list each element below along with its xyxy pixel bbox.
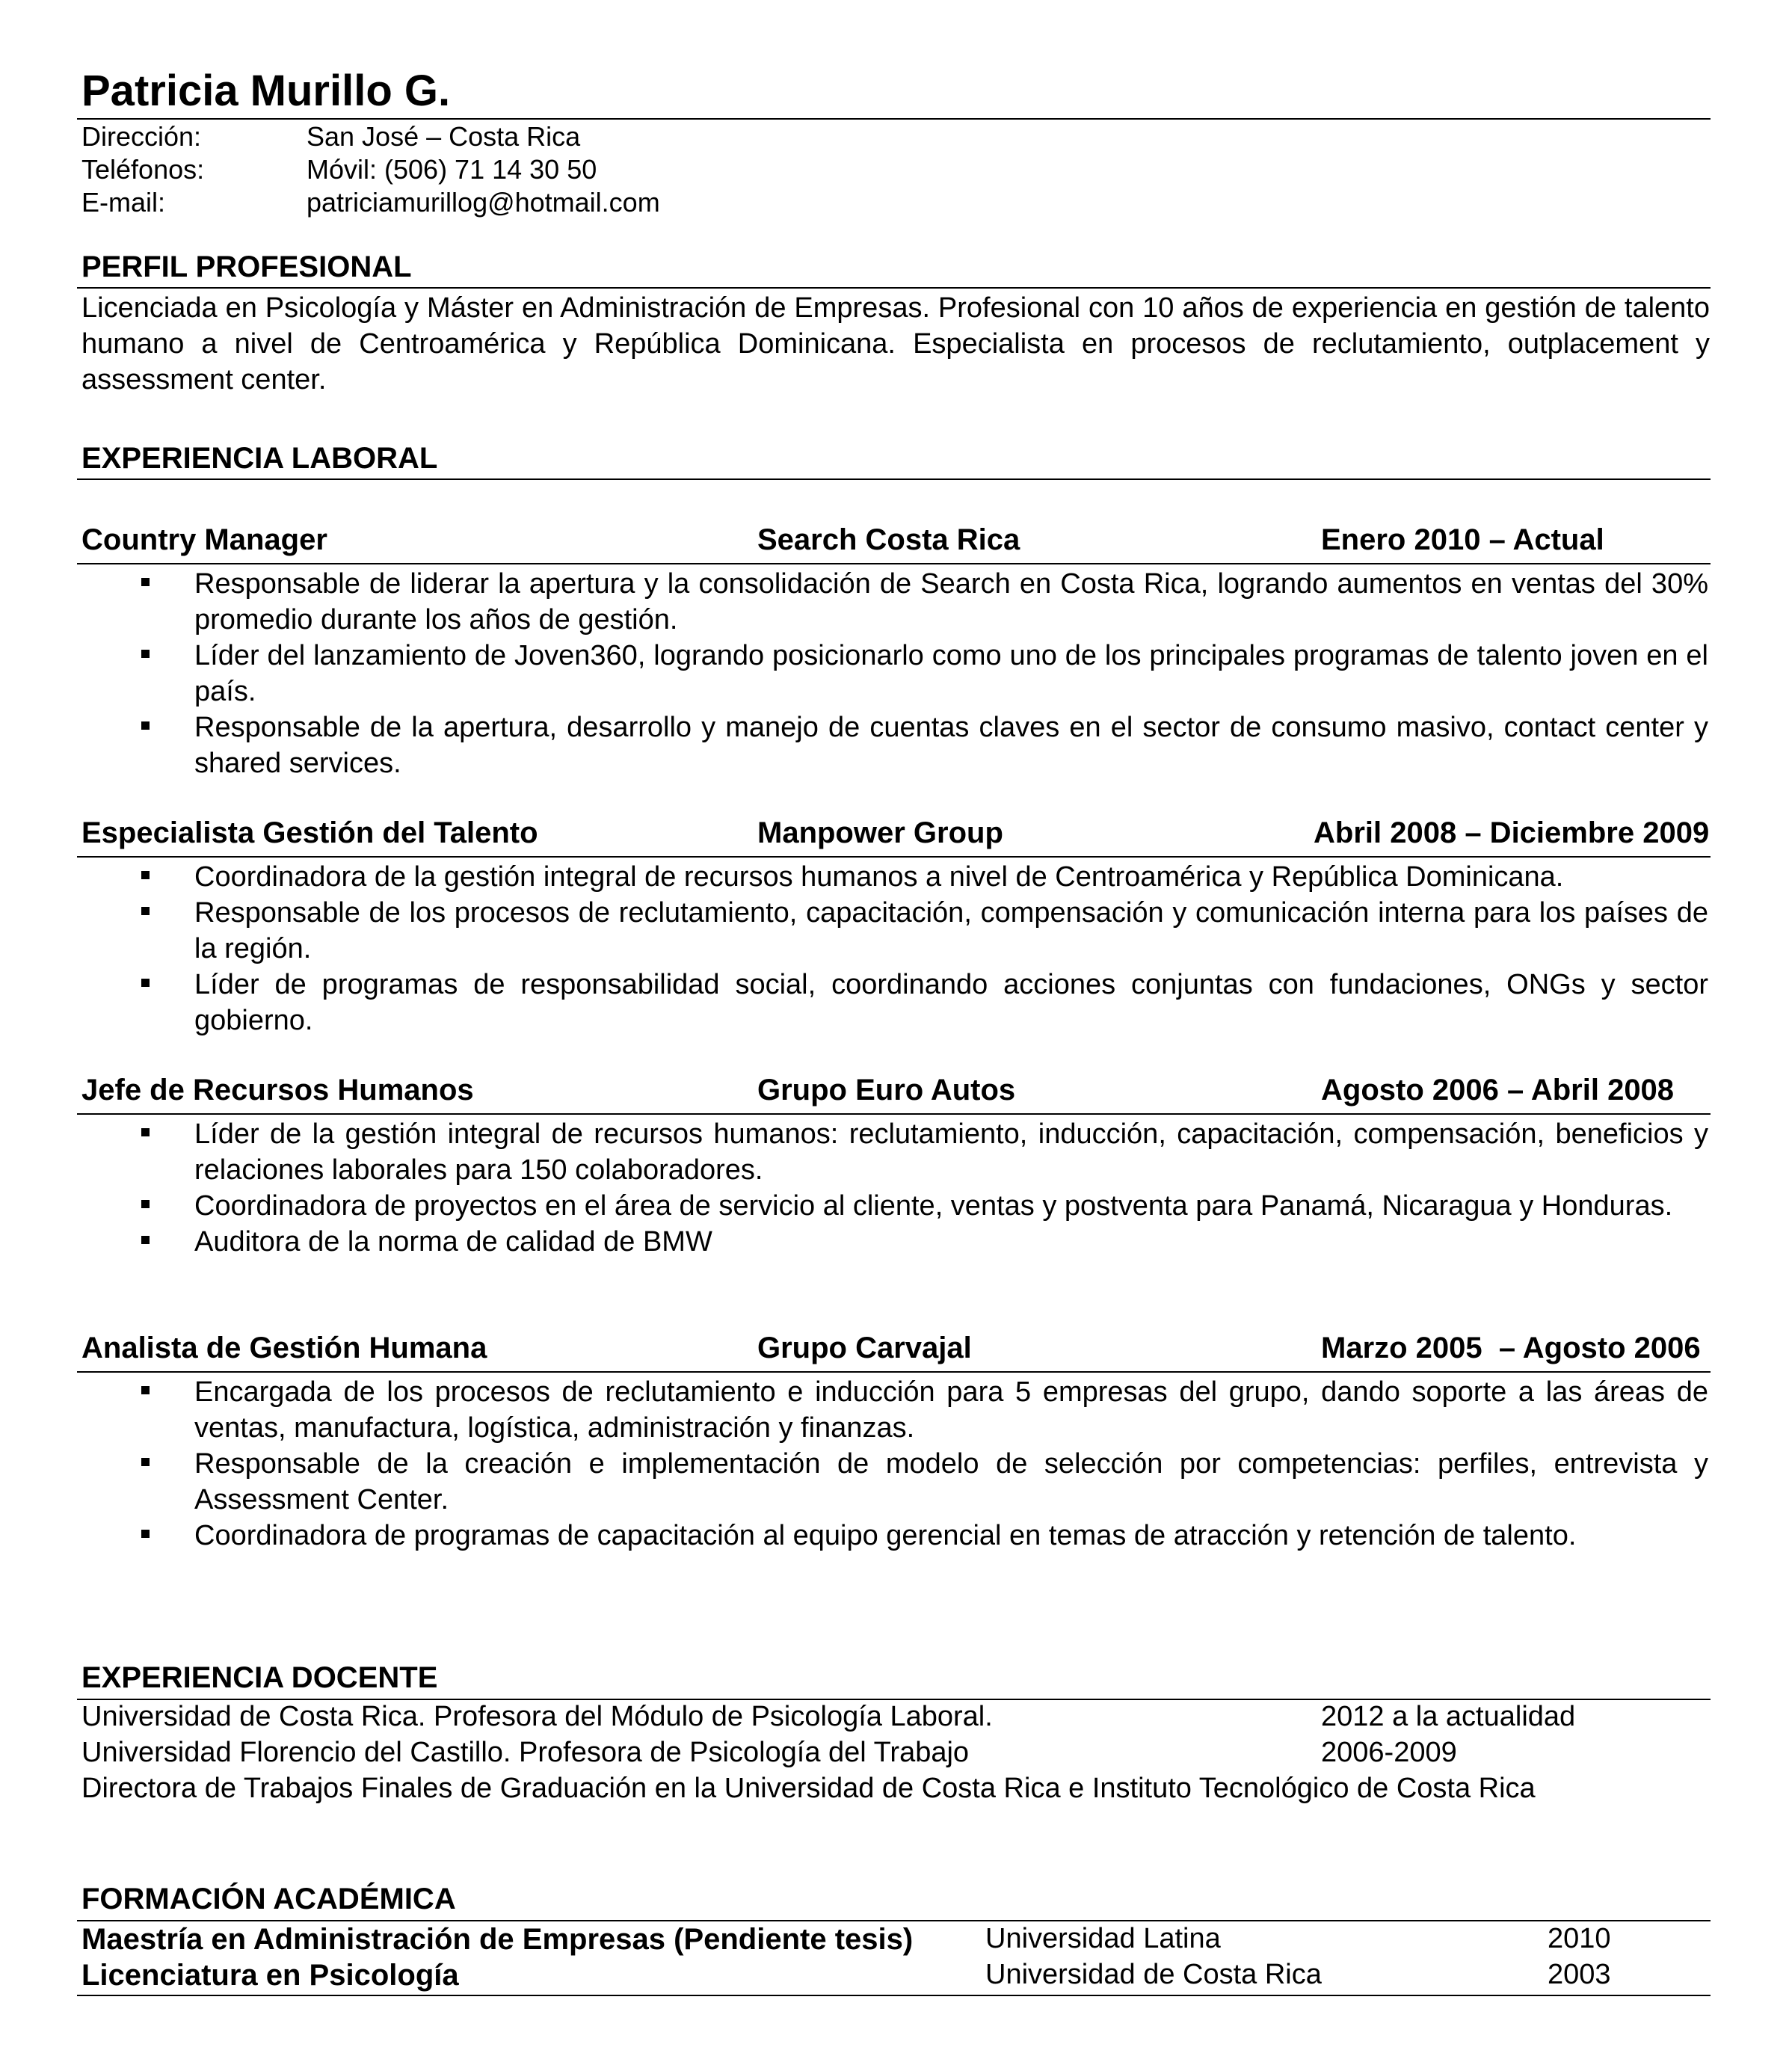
bullet-icon [141,1530,150,1538]
address-label: Dirección: [81,121,202,152]
job-bullets [138,859,1708,1038]
list-item [138,1374,1708,1446]
education-bottom-rule [77,1995,1711,1996]
job-rule [77,1371,1711,1373]
bullet-icon [141,650,150,658]
job-bullets [138,1374,1708,1554]
job-bullets [138,566,1708,781]
list-item [138,710,1708,781]
list-item [138,1446,1708,1518]
bullet-text: Encargada de los procesos de reclutamiento e inducción para 5 empresas del grupo, dando soporte a las áreas de ventas, manufactura, logística, administración y finanzas. [194,1376,1708,1444]
education-heading: FORMACIÓN ACADÉMICA [81,1883,456,1915]
bullet-text: Responsable de la creación e implementación de modelo de selección por competencias: perfiles, entrevista y Assessment Center. [194,1448,1708,1515]
list-item [138,895,1708,967]
experience-rule [77,478,1711,480]
bullet-icon [141,1458,150,1466]
job-rule [77,1113,1711,1115]
bullet-text: Auditora de la norma de calidad de BMW [194,1226,712,1258]
experience-heading: EXPERIENCIA LABORAL [81,442,438,475]
list-item [138,1188,1708,1224]
teaching-text: Universidad Florencio del Castillo. Profesora de Psicología del Trabajo [81,1737,970,1768]
profile-text: Licenciada en Psicología y Máster en Administración de Empresas. Profesional con 10 años de experiencia en gestión de talento humano a nivel de Centroamérica y República Dominicana. Especialista en procesos de reclutamiento, outplacement y assessment center. [81,292,1710,396]
bullet-icon [141,1128,150,1136]
job-title: Especialista Gestión del Talento [81,816,538,849]
job-period: Abril 2008 – Diciembre 2009 [1314,816,1710,849]
job-rule [77,563,1711,564]
job-title: Analista de Gestión Humana [81,1332,487,1364]
education-year: 2003 [1548,1959,1611,1990]
address-value: San José – Costa Rica [307,121,581,152]
education-degree: Maestría en Administración de Empresas (Pendiente tesis) [81,1923,914,1956]
bullet-text: Responsable de los procesos de reclutamiento, capacitación, compensación y comunicación interna para los países de la región. [194,897,1708,964]
list-item [138,1518,1708,1554]
bullet-icon [141,1386,150,1394]
bullet-text: Coordinadora de la gestión integral de recursos humanos a nivel de Centroamérica y República Dominicana. [194,861,1564,893]
bullet-icon [141,979,150,987]
bullet-text: Responsable de la apertura, desarrollo y manejo de cuentas claves en el sector de consumo masivo, contact center y shared services. [194,712,1708,779]
job-rule [77,856,1711,858]
bullet-icon [141,1236,150,1244]
bullet-text: Coordinadora de proyectos en el área de servicio al cliente, ventas y postventa para Panamá, Nicaragua y Honduras. [194,1190,1673,1222]
phone-label: Teléfonos: [81,154,205,185]
list-item [138,566,1708,638]
job-bullets [138,1116,1708,1260]
bullet-icon [141,1200,150,1208]
job-title: Country Manager [81,523,327,556]
education-degree: Licenciatura en Psicología [81,1959,459,1992]
bullet-text: Líder de programas de responsabilidad social, coordinando acciones conjuntas con fundaciones, ONGs y sector gobierno. [194,969,1708,1036]
education-rule [77,1920,1711,1921]
teaching-note: Directora de Trabajos Finales de Graduación en la Universidad de Costa Rica e Instituto Tecnológico de Costa Rica [81,1773,1536,1804]
job-title: Jefe de Recursos Humanos [81,1074,474,1107]
bullet-icon [141,578,150,586]
job-period: Agosto 2006 – Abril 2008 [1321,1074,1675,1107]
teaching-period: 2006-2009 [1321,1737,1457,1768]
list-item [138,1116,1708,1188]
list-item [138,1224,1708,1260]
education-institution: Universidad Latina [985,1923,1221,1954]
education-year: 2010 [1548,1923,1611,1954]
teaching-heading: EXPERIENCIA DOCENTE [81,1661,438,1694]
phone-value: Móvil: (506) 71 14 30 50 [307,154,597,185]
email-value: patriciamurillog@hotmail.com [307,187,660,218]
list-item [138,638,1708,710]
job-period: Marzo 2005 – Agosto 2006 [1321,1332,1701,1364]
job-period: Enero 2010 – Actual [1321,523,1604,556]
list-item [138,967,1708,1038]
bullet-icon [141,871,150,879]
profile-heading: PERFIL PROFESIONAL [81,250,412,283]
job-company: Grupo Euro Autos [757,1074,1016,1107]
profile-rule [77,287,1711,289]
job-company: Search Costa Rica [757,523,1020,556]
bullet-text: Líder del lanzamiento de Joven360, logrando posicionarlo como uno de los principales programas de talento joven en el país. [194,640,1708,707]
job-company: Manpower Group [757,816,1003,849]
job-company: Grupo Carvajal [757,1332,972,1364]
bullet-text: Responsable de liderar la apertura y la consolidación de Search en Costa Rica, logrando aumentos en ventas del 30% promedio durante los años de gestión. [194,568,1708,635]
bullet-icon [141,907,150,915]
bullet-text: Coordinadora de programas de capacitación al equipo gerencial en temas de atracción y retención de talento. [194,1520,1577,1551]
education-institution: Universidad de Costa Rica [985,1959,1322,1990]
bullet-icon [141,721,150,730]
teaching-text: Universidad de Costa Rica. Profesora del Módulo de Psicología Laboral. [81,1701,993,1732]
bullet-text: Líder de la gestión integral de recursos humanos: reclutamiento, inducción, capacitación, compensación, beneficios y relaciones laborales para 150 colaboradores. [194,1118,1708,1186]
teaching-rule [77,1699,1711,1700]
header-rule [77,118,1711,120]
teaching-period: 2012 a la actualidad [1321,1701,1576,1732]
list-item [138,859,1708,895]
candidate-name: Patricia Murillo G. [81,67,451,115]
email-label: E-mail: [81,187,166,218]
